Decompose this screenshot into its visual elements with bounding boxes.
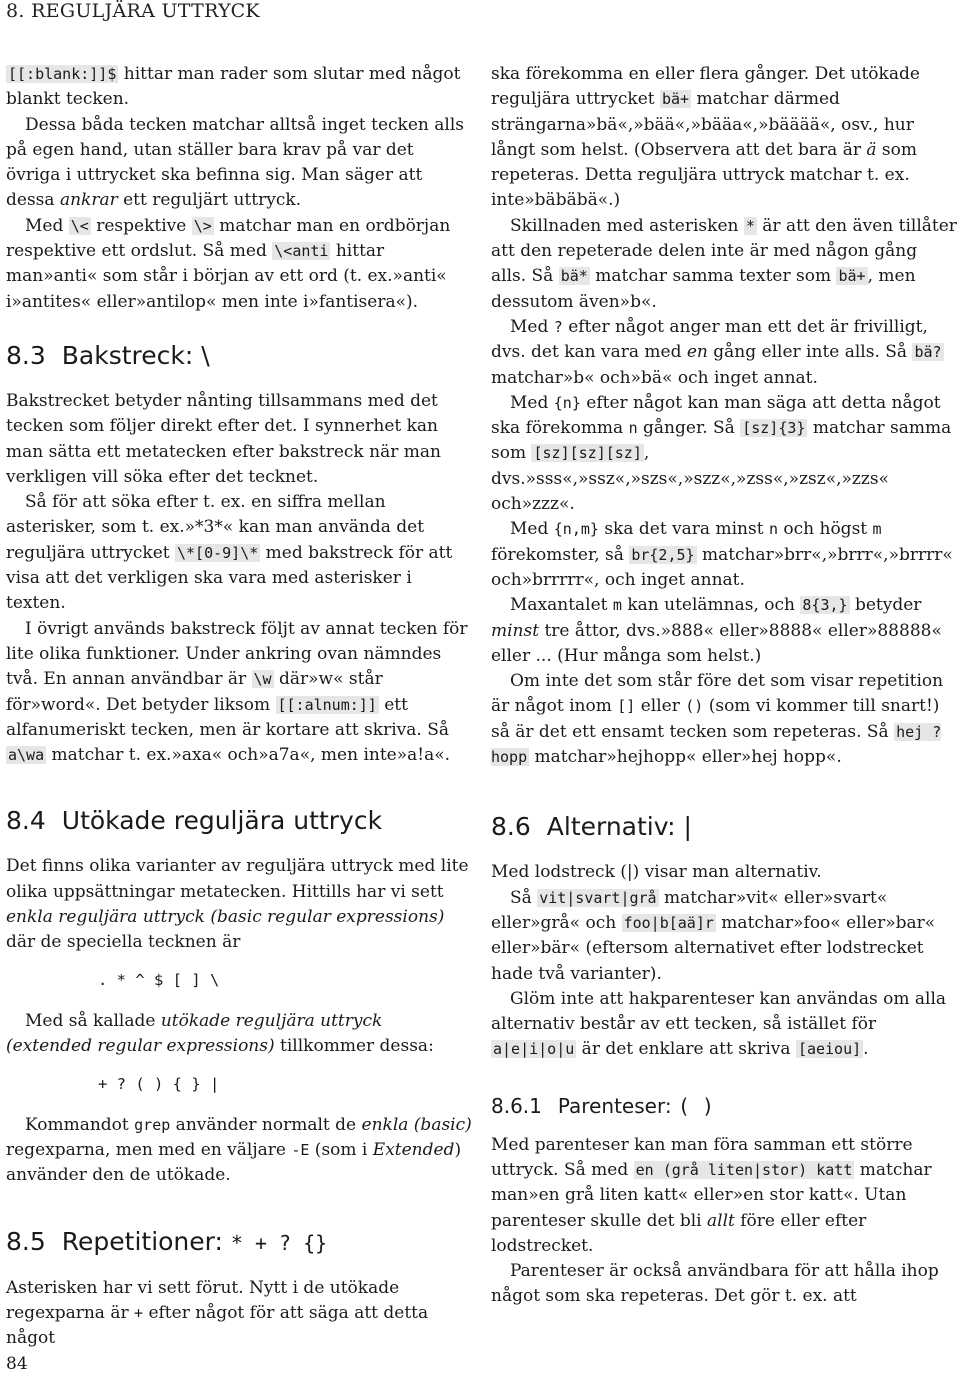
- paragraph: Glöm inte att hakparenteser kan användas om alla alternativ består av ett tecken, så istället för a|e|i|o|u är det enklare att skriva [aeiou] .: [491, 988, 947, 1060]
- paragraph: [6, 214, 472, 315]
- paragraph: I övrigt används bakstreck följt av annat tecken för lite olika funktioner. Under ankring ovan nämndes två. En annan användbar är \w där»w« står för»word«. Det betyder liksom [[:alnum:]] ett alfanumeriskt tecken, men är kortare att skriva. Så a\wa matchar t. ex.»axa« och»a7a«, men inte»a!a«.: [6, 618, 468, 766]
- paragraph: Så vit|svart|grå matchar»vit« eller»svart« eller»grå« och foo|b[aä]r matchar»foo« eller»bar« eller»bär« (eftersom alternativet efter lodstrecket hade två varianter).: [491, 887, 936, 984]
- paragraph: Med så kallade utökade reguljära uttryck (extended regular expressions) tillkommer dessa:: [6, 1010, 434, 1057]
- text: respektive: [90, 215, 192, 236]
- inline-code: (): [685, 697, 704, 716]
- inline-code: -E: [291, 1141, 310, 1160]
- inline-code: [sz]{3}: [742, 419, 806, 438]
- inline-code: {n,m}: [553, 520, 599, 539]
- inline-code: vit|svart|grå: [539, 888, 657, 907]
- text: hittar man»anti« som står i början av ett ord (t. ex.»anti« i»antites« eller»antilop« men inte i»fantisera«).: [6, 241, 447, 312]
- paragraph: Med parenteser kan man föra samman ett större uttryck. Så med en (grå liten|stor) katt matchar man»en grå liten katt« eller»en stor katt«. Utan parenteser skulle det bli allt före eller efter lodstrecket.: [491, 1134, 932, 1256]
- section-heading-8-6: 8.6 Alternativ: |: [491, 812, 692, 842]
- paragraph: Om inte det som står före det som visar repetition är något inom [] eller () (som vi kommer till snart!) så är det ett ensamt tecken som repeteras. Så hej ?hopp matchar»hejhopp« eller»hej hopp«.: [491, 671, 944, 768]
- left-column: [6, 62, 472, 1352]
- paragraph: Skillnaden med asterisken * är att den även tillåter att den repeterade delen inte är med någon gång alls. Så bä* matchar samma texter som bä+ , men dessutom även»b«.: [491, 215, 957, 312]
- inline-code: []: [617, 697, 636, 716]
- inline-code: br{2,5}: [631, 545, 695, 564]
- inline-code: +: [134, 1303, 144, 1322]
- emphasis: ankrar: [59, 190, 118, 211]
- inline-code: \>: [193, 216, 212, 235]
- paragraph: Parenteser är också användbara för att hålla ihop något som ska repeteras. Det gör t. ex. att: [491, 1261, 939, 1307]
- inline-code: bä*: [560, 267, 588, 286]
- section-heading-8-5: 8.5 Repetitioner: * + ? {}: [6, 1226, 328, 1256]
- inline-code: *: [745, 216, 755, 235]
- section-heading-8-3: 8.3 Bakstreck: \: [6, 340, 210, 370]
- paragraph: Med {n} efter något kan man säga att detta något ska förekomma n gånger. Så [sz]{3} matchar samma som [sz][sz][sz] , dvs.»sss«,»ssz«,»szs«,»szz«,»zss«,»zsz«,»zzs« och»zzz«.: [491, 392, 952, 515]
- inline-code: grep: [134, 1115, 171, 1134]
- inline-code: [aeiou]: [797, 1040, 862, 1059]
- extended-metacharacters: + ? ( ) { } |: [98, 1074, 220, 1093]
- paragraph: Med ? efter något anger man ett det är frivilligt, dvs. det kan vara med en gång eller inte alls. Så bä? matchar»b« och»bä« och inget annat.: [491, 316, 942, 388]
- paragraph: [6, 113, 472, 214]
- inline-code: bä?: [914, 343, 942, 362]
- paragraph: Maxantalet m kan utelämnas, och 8{3,} betyder minst tre åttor, dvs.»888« eller»8888« eller»88888« eller ... (Hur många som helst.): [491, 595, 942, 666]
- text: Med: [25, 215, 69, 236]
- paragraph: Så för att söka efter t. ex. en siffra mellan asterisker, som t. ex.»*3*« kan man använda det reguljära uttrycket \*[0-9]\* med bakstreck för att visa att det verkligen ska vara med asterisker i texten.: [6, 492, 453, 614]
- basic-metacharacters: . * ^ $ [ ] \: [98, 970, 220, 989]
- paragraph: Med {n,m} ska det vara minst n och högst m förekomster, så br{2,5} matchar»brr«,»brrr«,»brrrr« och»brrrrr«, och inget annat.: [491, 519, 953, 590]
- paragraph: [6, 62, 472, 113]
- inline-code: a\wa: [8, 746, 45, 765]
- paragraph: Det finns olika varianter av reguljära uttryck med lite olika uppsättningar metatecken. Hittills har vi sett enkla reguljära uttryck (basic regular expressions) där de speciella tecknen är: [6, 856, 469, 953]
- inline-code: [[:blank:]]$: [8, 65, 117, 83]
- page-number: 84: [6, 1354, 28, 1374]
- paragraph: Med lodstreck (|) visar man alternativ.: [491, 862, 822, 883]
- inline-code: {n}: [553, 393, 581, 412]
- paragraph: Asterisken har vi sett förut. Nytt i de utökade regexparna är + efter något för att säga att detta något: [6, 1277, 429, 1349]
- inline-code: foo|b[aä]r: [623, 913, 714, 932]
- inline-code: \*[0-9]\*: [177, 543, 259, 562]
- inline-code: [sz][sz][sz]: [533, 444, 642, 463]
- right-column: [491, 62, 957, 1310]
- inline-code: hej ?hopp: [491, 722, 942, 767]
- inline-code: ?: [553, 317, 563, 336]
- inline-code: bä+: [838, 267, 866, 286]
- paragraph: Bakstrecket betyder nånting tillsammans med det tecken som följer direkt efter det. I synnerhet kan man sätta ett metatecken efter bakstreck när man verkligen vill söka efter det tecknet.: [6, 390, 441, 487]
- inline-code: \<anti: [274, 242, 329, 261]
- subsection-heading-8-6-1: 8.6.1 Parenteser: ( ): [491, 1093, 715, 1118]
- section-heading-8-4: 8.4 Utökade reguljära uttryck: [6, 806, 383, 836]
- running-head: 8. REGULJÄRA UTTRYCK: [6, 0, 260, 22]
- inline-code: \<: [70, 216, 89, 235]
- paragraph: ska förekomma en eller flera gånger. Det utökade reguljära uttrycket bä+ matchar därmed strängarna»bä«,»bää«,»bääa«,»bääää«, osv., hur långt som helst. (Observera att det bara är ä som repeteras. Detta reguljära uttryck matchar t. ex. inte»bäbäbä«.): [491, 64, 920, 211]
- paragraph: Kommandot grep använder normalt de enkla (basic) regexparna, men med en väljare -E (som i Extended) använder den de utökade.: [6, 1114, 472, 1186]
- inline-code: \w: [253, 670, 272, 689]
- inline-code: 8{3,}: [802, 596, 848, 615]
- text: Dessa båda tecken matchar alltså inget tecken alls på egen hand, utan ställer bara krav på var det övriga i uttrycket ska befinna sig. Man säger att dessa: [6, 114, 464, 211]
- text: ett reguljärt uttryck.: [117, 190, 302, 211]
- inline-code: a|e|i|o|u: [493, 1040, 575, 1059]
- text: hittar man rader som slutar med något blankt tecken.: [6, 64, 461, 110]
- inline-code: en (grå liten|stor) katt: [635, 1160, 853, 1179]
- inline-code: bä+: [662, 90, 690, 109]
- inline-code: [[:alnum:]]: [277, 695, 377, 714]
- text: matchar man en ordbörjan respektive ett ordslut. Så med: [6, 215, 451, 262]
